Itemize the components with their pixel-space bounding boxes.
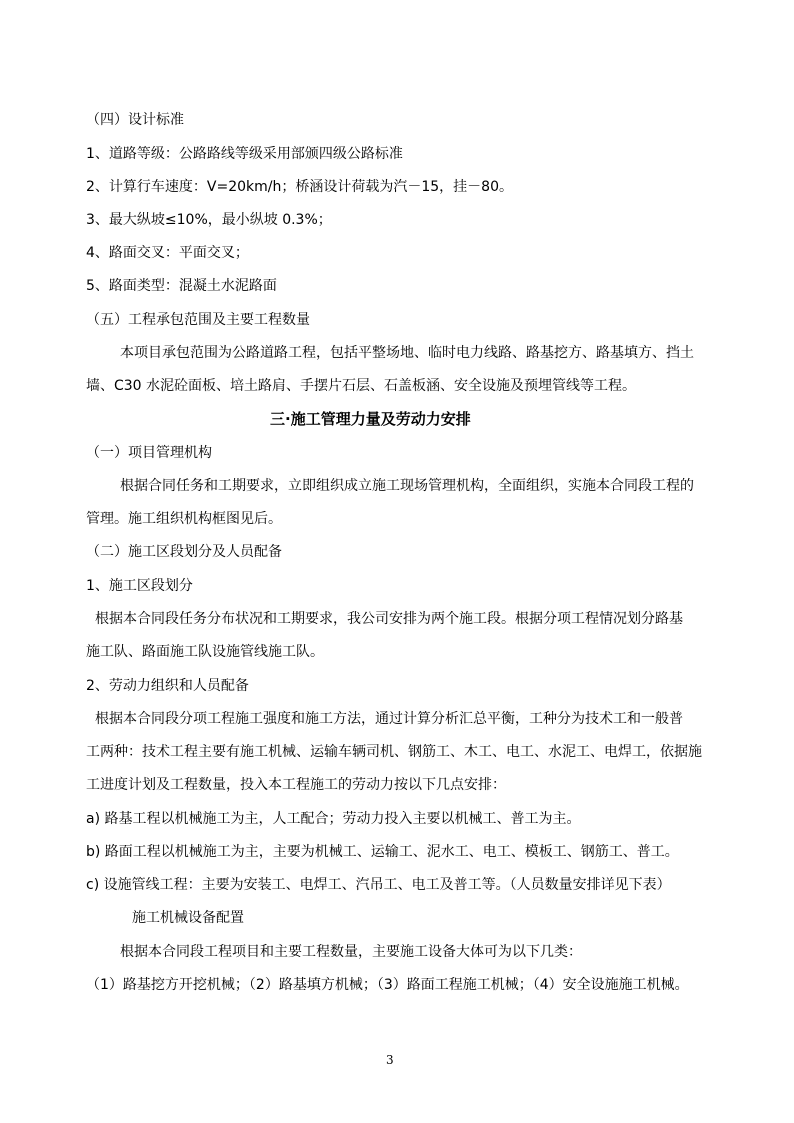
paragraph-line: 本项目承包范围为公路道路工程，包括平整场地、临时电力线路、路基挖方、路基填方、挡土 — [120, 345, 694, 361]
paragraph-line: 施工队、路面施工队设施管线施工队。 — [86, 644, 324, 660]
list-item: c) 设施管线工程：主要为安装工、电焊工、汽吊工、电工及普工等。（人员数量安排详见下表） — [86, 877, 671, 893]
subsection-heading-5: （五）工程承包范围及主要工程数量 — [86, 312, 310, 328]
subsection-heading-4: （四）设计标准 — [86, 112, 184, 128]
paragraph-line: 根据合同任务和工期要求，立即组织成立施工现场管理机构，全面组织，实施本合同段工程的 — [120, 478, 694, 494]
paragraph-line: 工进度计划及工程数量，投入本工程施工的劳动力按以下几点安排： — [86, 777, 506, 793]
list-item: 2、计算行车速度：V=20km/h；桥涵设计荷载为汽－15，挂－80。 — [86, 179, 513, 195]
list-item: a) 路基工程以机械施工为主，人工配合；劳动力投入主要以机械工、普工为主。 — [86, 811, 581, 827]
paragraph-line: 根据本合同段任务分布状况和工期要求，我公司安排为两个施工段。根据分项工程情况划分路基 — [95, 611, 683, 627]
paragraph-line: 管理。施工组织机构框图见后。 — [86, 511, 282, 527]
list-item: （1）路基挖方开挖机械；（2）路基填方机械；（3）路面工程施工机械；（4）安全设施施工机械。 — [86, 977, 689, 993]
paragraph-line: 工两种：技术工程主要有施工机械、运输车辆司机、钢筋工、木工、电工、水泥工、电焊工，依据施 — [86, 744, 702, 760]
section-title: 三·施工管理力量及劳动力安排 — [270, 410, 471, 428]
subsection-heading-2: （二）施工区段划分及人员配备 — [86, 544, 282, 560]
paragraph-line: 根据本合同段工程项目和主要工程数量，主要施工设备大体可为以下几类： — [120, 944, 582, 960]
page-number: 3 — [386, 1053, 394, 1067]
paragraph-line: 墙、C30 水泥砼面板、培土路肩、手摆片石层、石盖板涵、安全设施及预埋管线等工程。 — [86, 378, 637, 394]
subheading: 施工机械设备配置 — [132, 910, 244, 926]
list-item: 1、施工区段划分 — [86, 578, 193, 594]
paragraph-line: 根据本合同段分项工程施工强度和施工方法，通过计算分析汇总平衡，工种分为技术工和一般普 — [95, 711, 683, 727]
list-item: 4、路面交叉：平面交叉； — [86, 245, 249, 261]
list-item: 1、道路等级：公路路线等级采用部颁四级公路标准 — [86, 146, 403, 162]
list-item: 5、路面类型：混凝土水泥路面 — [86, 278, 277, 294]
list-item: b) 路面工程以机械施工为主，主要为机械工、运输工、泥水工、电工、模板工、钢筋工、普工。 — [86, 844, 679, 860]
list-item: 2、劳动力组织和人员配备 — [86, 678, 249, 694]
list-item: 3、最大纵坡≤10%，最小纵坡 0.3%； — [86, 212, 332, 228]
subsection-heading-1: （一）项目管理机构 — [86, 445, 212, 461]
